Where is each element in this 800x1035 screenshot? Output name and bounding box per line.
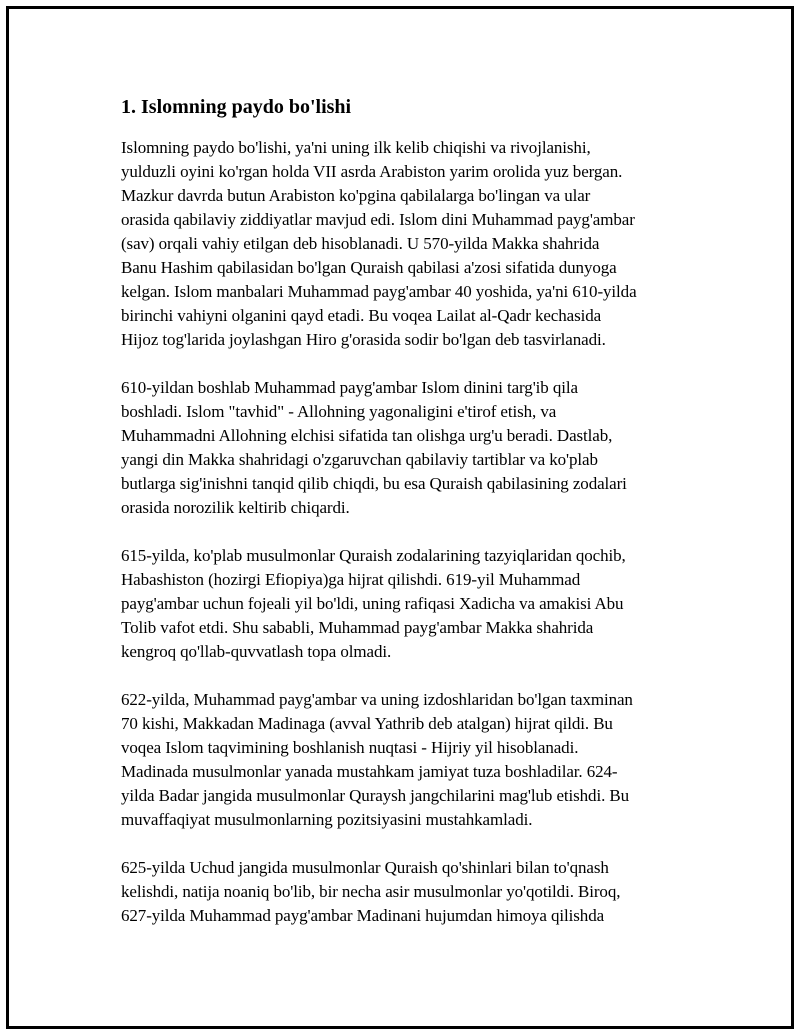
text-line: yilda Badar jangida musulmonlar Quraysh jangchilarini mag'lub etishdi. Bu xyxy=(121,786,630,805)
text-line: 615-yilda, ko'plab musulmonlar Quraish zodalarining tazyiqlaridan qochib, xyxy=(121,546,626,565)
paragraph-origins xyxy=(121,136,711,352)
text-line: Banu Hashim qabilasidan bo'lgan Quraish qabilasi a'zosi sifatida dunyoga xyxy=(121,258,617,277)
text-line: Madinada musulmonlar yanada mustahkam jamiyat tuza boshladilar. 624- xyxy=(121,762,618,781)
text-line: payg'ambar uchun fojeali yil bo'ldi, uning rafiqasi Xadicha va amakisi Abu xyxy=(121,594,624,613)
paragraph-hijra xyxy=(121,688,711,832)
text-line: 70 kishi, Makkadan Madinaga (avval Yathrib deb atalgan) hijrat qildi. Bu xyxy=(121,714,613,733)
text-line: voqea Islom taqvimining boshlanish nuqtasi - Hijriy yil hisoblanadi. xyxy=(121,738,579,757)
text-line: muvaffaqiyat musulmonlarning pozitsiyasini mustahkamladi. xyxy=(121,810,533,829)
text-line: butlarga sig'inishni tanqid qilib chiqdi, bu esa Quraish qabilasining zodalari xyxy=(121,474,627,493)
text-line: yulduzli oyini ko'rgan holda VII asrda Arabiston yarim orolida yuz bergan. xyxy=(121,162,623,181)
text-line: Habashiston (hozirgi Efiopiya)ga hijrat qilishdi. 619-yil Muhammad xyxy=(121,570,581,589)
text-line: (sav) orqali vahiy etilgan deb hisoblanadi. U 570-yilda Makka shahrida xyxy=(121,234,600,253)
text-line: kengroq qo'llab-quvvatlash topa olmadi. xyxy=(121,642,392,661)
text-line: Tolib vafot etdi. Shu sababli, Muhammad payg'ambar Makka shahrida xyxy=(121,618,594,637)
document-page xyxy=(6,6,794,1029)
document-body xyxy=(121,95,711,952)
paragraph-preaching xyxy=(121,376,711,520)
text-line: boshladi. Islom "tavhid" - Allohning yagonaligini e'tirof etish, va xyxy=(121,402,557,421)
text-line: kelgan. Islom manbalari Muhammad payg'ambar 40 yoshida, ya'ni 610-yilda xyxy=(121,282,637,301)
text-line: yangi din Makka shahridagi o'zgaruvchan qabilaviy tartiblar va ko'plab xyxy=(121,450,598,469)
text-line: Muhammadni Allohning elchisi sifatida tan olishga urg'u beradi. Dastlab, xyxy=(121,426,613,445)
paragraph-uhud xyxy=(121,856,711,928)
text-line: orasida norozilik keltirib chiqardi. xyxy=(121,498,350,517)
text-line: 627-yilda Muhammad payg'ambar Madinani hujumdan himoya qilishda xyxy=(121,906,605,925)
text-line: Hijoz tog'larida joylashgan Hiro g'orasida sodir bo'lgan deb tasvirlanadi. xyxy=(121,330,606,349)
text-line: Islomning paydo bo'lishi, ya'ni uning ilk kelib chiqishi va rivojlanishi, xyxy=(121,138,591,157)
text-line: 625-yilda Uchud jangida musulmonlar Quraish qo'shinlari bilan to'qnash xyxy=(121,858,609,877)
page-title: 1. Islomning paydo bo'lishi xyxy=(121,96,352,118)
text-line: kelishdi, natija noaniq bo'lib, bir necha asir musulmonlar yo'qotildi. Biroq, xyxy=(121,882,621,901)
text-line: orasida qabilaviy ziddiyatlar mavjud edi. Islom dini Muhammad payg'ambar xyxy=(121,210,635,229)
text-line: 622-yilda, Muhammad payg'ambar va uning izdoshlaridan bo'lgan taxminan xyxy=(121,690,633,709)
text-line: birinchi vahiyni olganini qayd etadi. Bu voqea Lailat al-Qadr kechasida xyxy=(121,306,602,325)
paragraph-abyssinia xyxy=(121,544,711,664)
text-line: 610-yildan boshlab Muhammad payg'ambar Islom dinini targ'ib qila xyxy=(121,378,578,397)
text-line: Mazkur davrda butun Arabiston ko'pgina qabilalarga bo'lingan va ular xyxy=(121,186,591,205)
